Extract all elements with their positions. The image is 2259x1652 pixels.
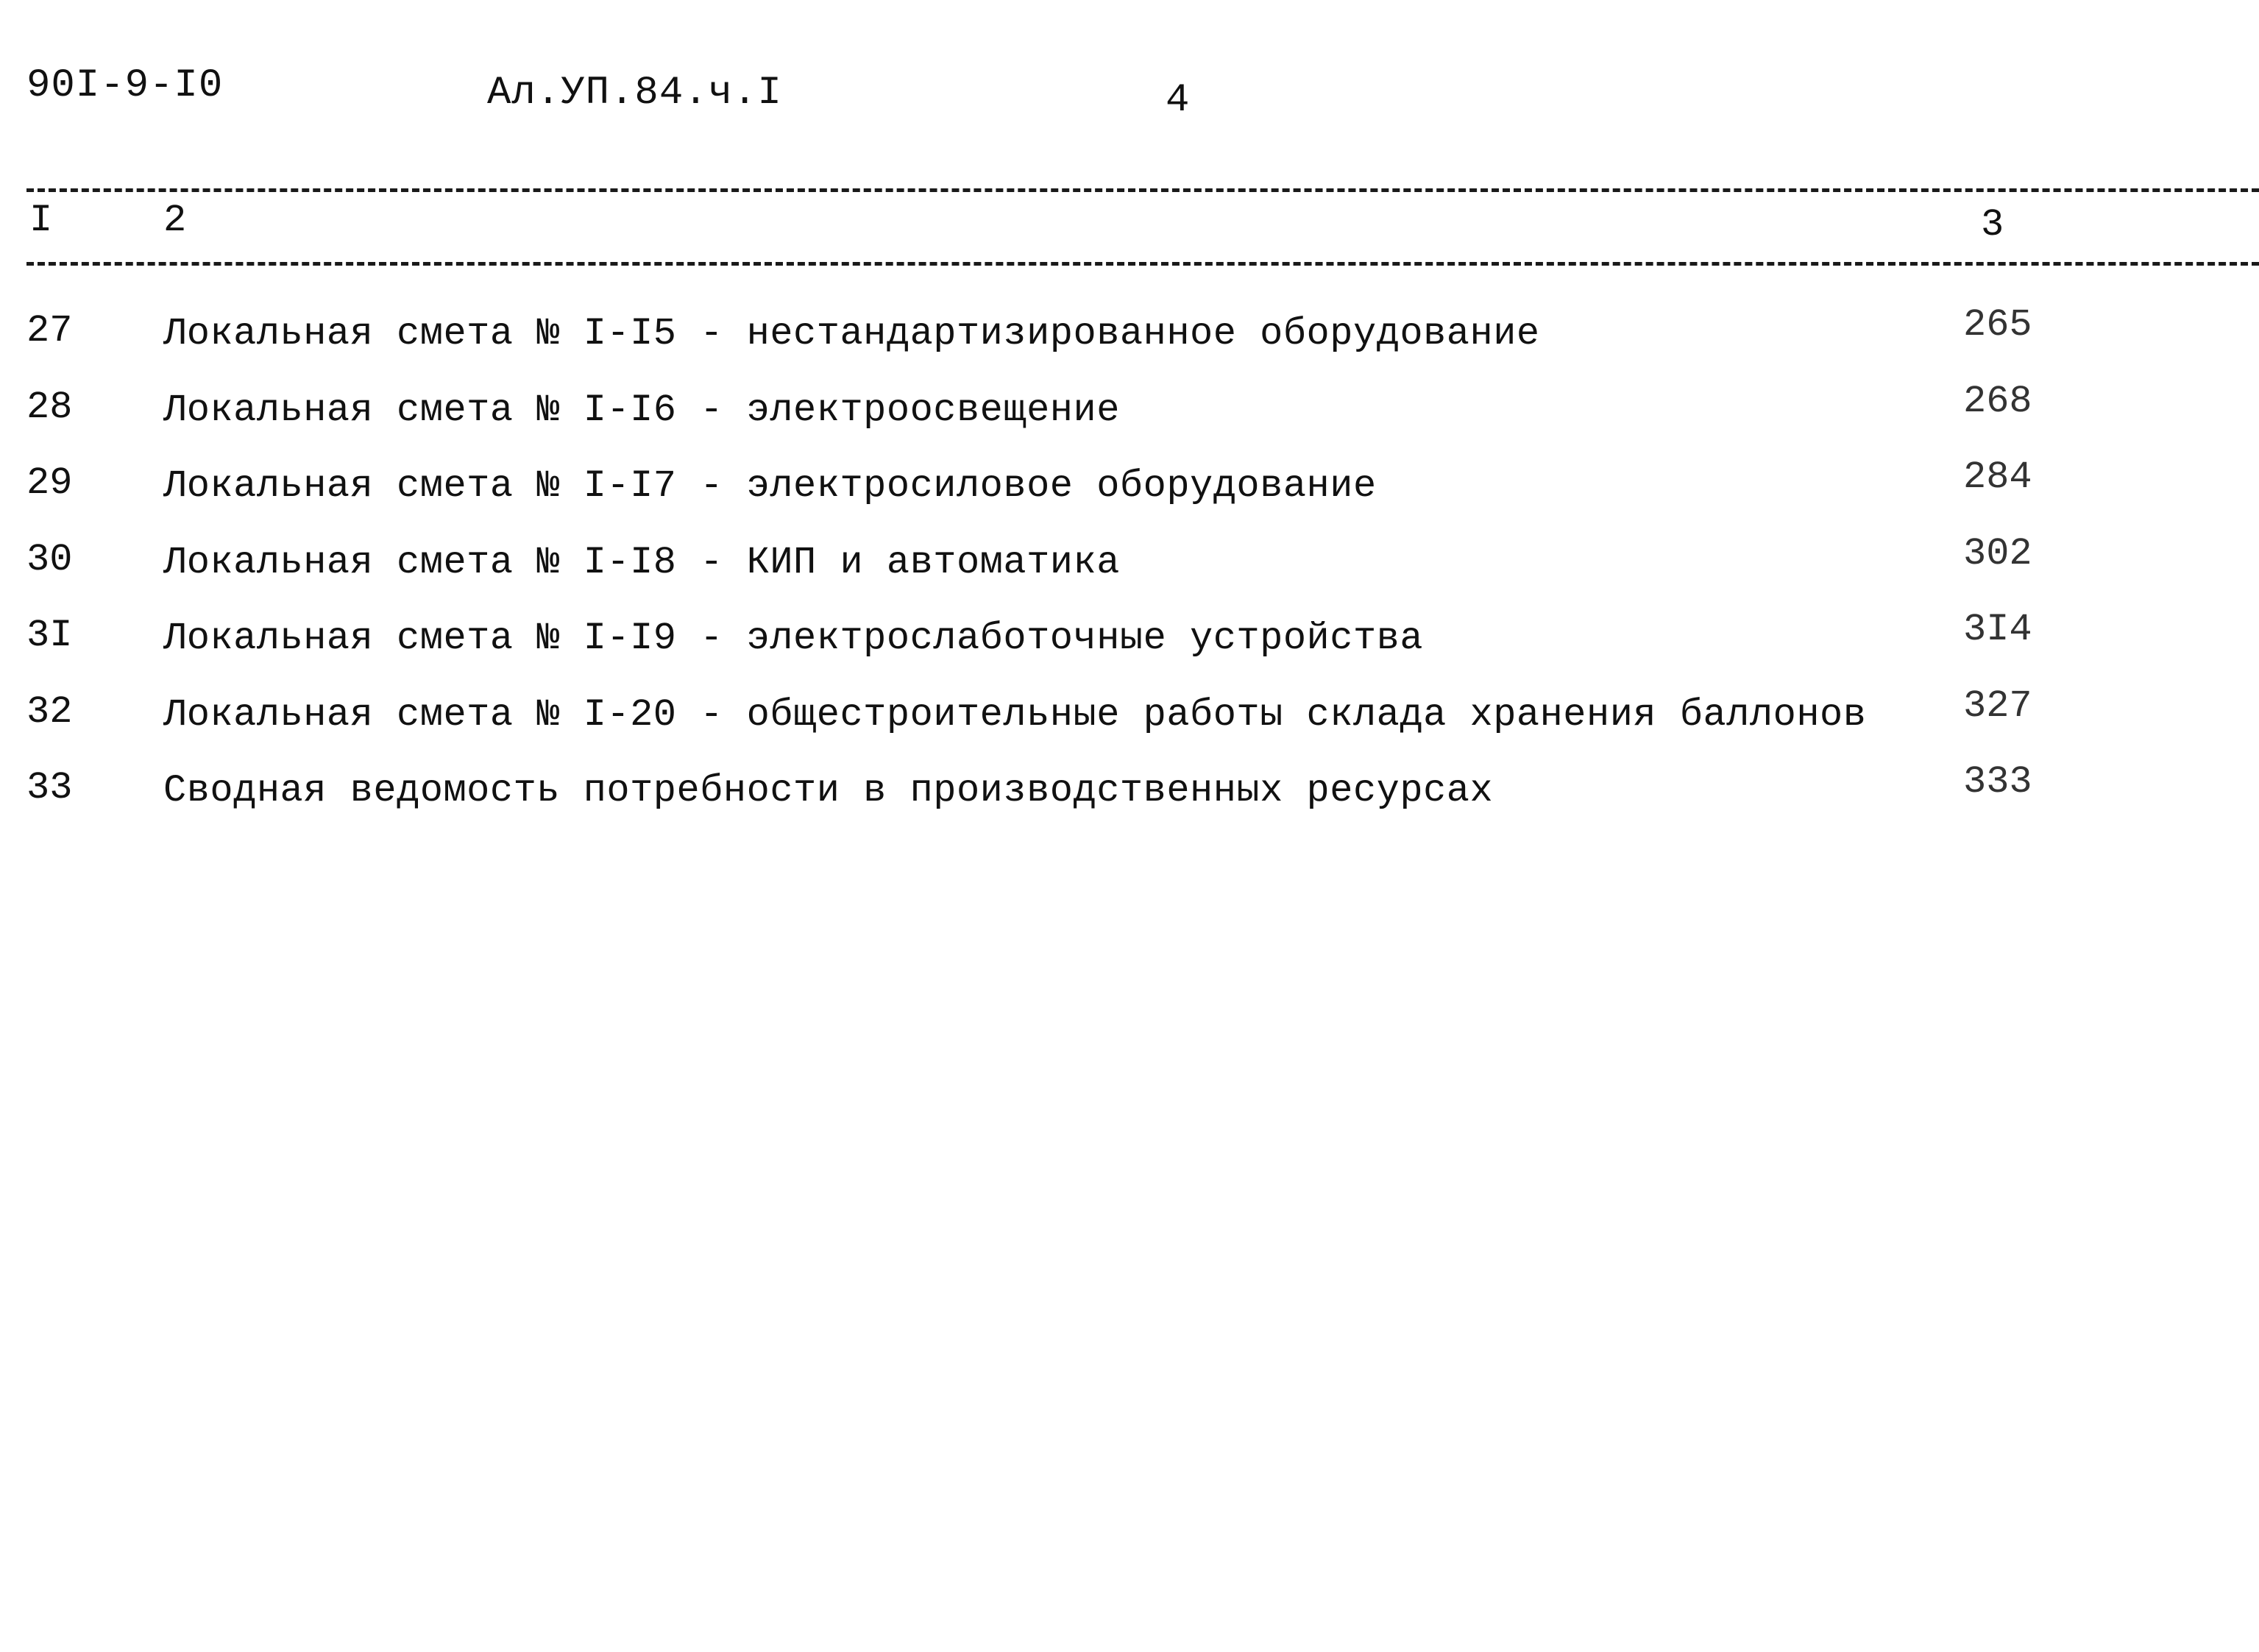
table-row — [0, 455, 2259, 538]
table-row — [0, 531, 2259, 614]
document-designation: Ал.УП.84.ч.I — [487, 71, 782, 116]
row-number: 29 — [26, 461, 73, 505]
table-row — [0, 608, 2259, 690]
row-page: 265 — [1963, 303, 2032, 347]
table-header-rule — [26, 262, 2259, 266]
table-row — [0, 379, 2259, 462]
table-row — [0, 303, 2259, 386]
row-title: Локальная смета № I-20 - общестроительные работы склада хранения баллонов — [163, 692, 1867, 737]
project-code: 90I-9-I0 — [26, 63, 224, 108]
row-number: 30 — [26, 537, 73, 581]
row-number: 33 — [26, 766, 73, 809]
column-header-number: I — [29, 199, 53, 242]
row-title: Локальная смета № I-I8 - КИП и автоматика — [163, 540, 1120, 584]
row-page: 3I4 — [1963, 608, 2032, 651]
row-page: 268 — [1963, 379, 2032, 423]
row-page: 333 — [1963, 760, 2032, 804]
row-title: Локальная смета № I-I6 - электроосвещение — [163, 388, 1120, 432]
row-number: 27 — [26, 309, 73, 352]
row-number: 32 — [26, 689, 73, 734]
table-top-rule — [26, 188, 2259, 192]
column-header-page: 3 — [1981, 203, 2004, 247]
row-title: Сводная ведомость потребности в производственных ресурсах — [163, 769, 1494, 812]
contents-table — [0, 303, 2259, 843]
table-row — [0, 760, 2259, 843]
page-number: 4 — [1166, 78, 1190, 123]
column-header-title: 2 — [163, 199, 187, 242]
row-number: 3I — [26, 614, 73, 657]
row-title: Локальная смета № I-I7 - электросиловое оборудование — [163, 464, 1377, 508]
row-title: Локальная смета № I-I5 - нестандартизированное оборудование — [163, 312, 1540, 355]
row-number: 28 — [26, 385, 73, 429]
row-page: 284 — [1963, 455, 2032, 499]
row-page: 327 — [1963, 684, 2032, 728]
row-title: Локальная смета № I-I9 - электрослаботочные устройства — [163, 617, 1424, 660]
row-page: 302 — [1963, 531, 2032, 575]
table-row — [0, 684, 2259, 767]
